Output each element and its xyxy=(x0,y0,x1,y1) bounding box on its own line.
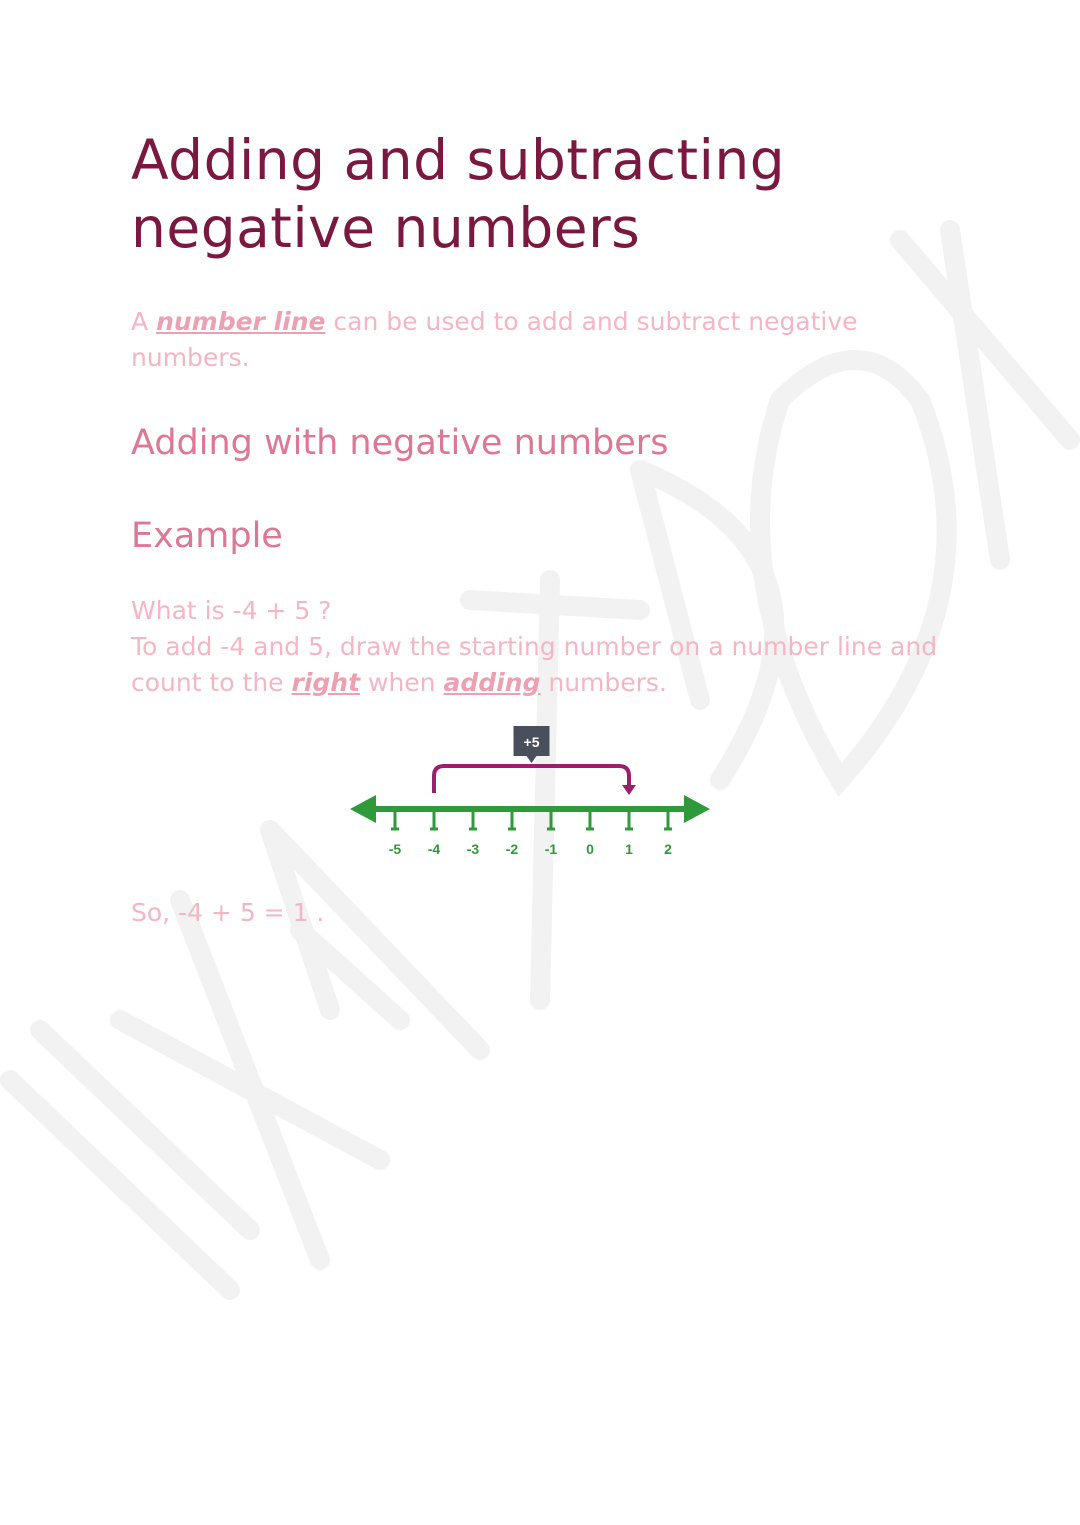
intro-paragraph xyxy=(131,304,951,376)
section-heading: Adding with negative numbers xyxy=(131,423,669,463)
example-paragraph xyxy=(131,593,951,701)
jump-label-pointer xyxy=(527,756,537,763)
example-line2-middle: when xyxy=(360,668,444,697)
tick-label: -3 xyxy=(466,841,480,857)
conclusion-text: So, -4 + 5 = 1 . xyxy=(131,898,325,927)
example-line2-prefix: To add -4 and 5, draw the starting number on a number line and count to the xyxy=(131,632,938,697)
tick-label: -1 xyxy=(544,841,558,857)
number-line-diagram xyxy=(340,720,720,865)
example-heading: Example xyxy=(131,516,283,556)
keyword-number-line: number line xyxy=(156,307,326,336)
intro-prefix: A xyxy=(131,307,157,336)
tick-label: -4 xyxy=(427,841,441,857)
tick-label: 2 xyxy=(664,841,672,857)
axis-arrow-left xyxy=(350,795,376,823)
jump-arrowhead xyxy=(622,785,636,795)
example-question: What is -4 + 5 ? xyxy=(131,596,332,625)
tick-label: -2 xyxy=(505,841,519,857)
example-line2-suffix: numbers. xyxy=(540,668,667,697)
jump-bracket xyxy=(434,766,629,793)
tick-label: 0 xyxy=(586,841,594,857)
axis-arrow-right xyxy=(684,795,710,823)
tick-label: 1 xyxy=(625,841,633,857)
intro-suffix: can be used to add and subtract negative numbers. xyxy=(131,307,858,372)
page-title: Adding and subtracting negative numbers xyxy=(131,128,786,260)
tick-label: -5 xyxy=(388,841,402,857)
keyword-right: right xyxy=(291,668,361,697)
keyword-adding: adding xyxy=(443,668,541,697)
jump-label: +5 xyxy=(523,734,540,750)
